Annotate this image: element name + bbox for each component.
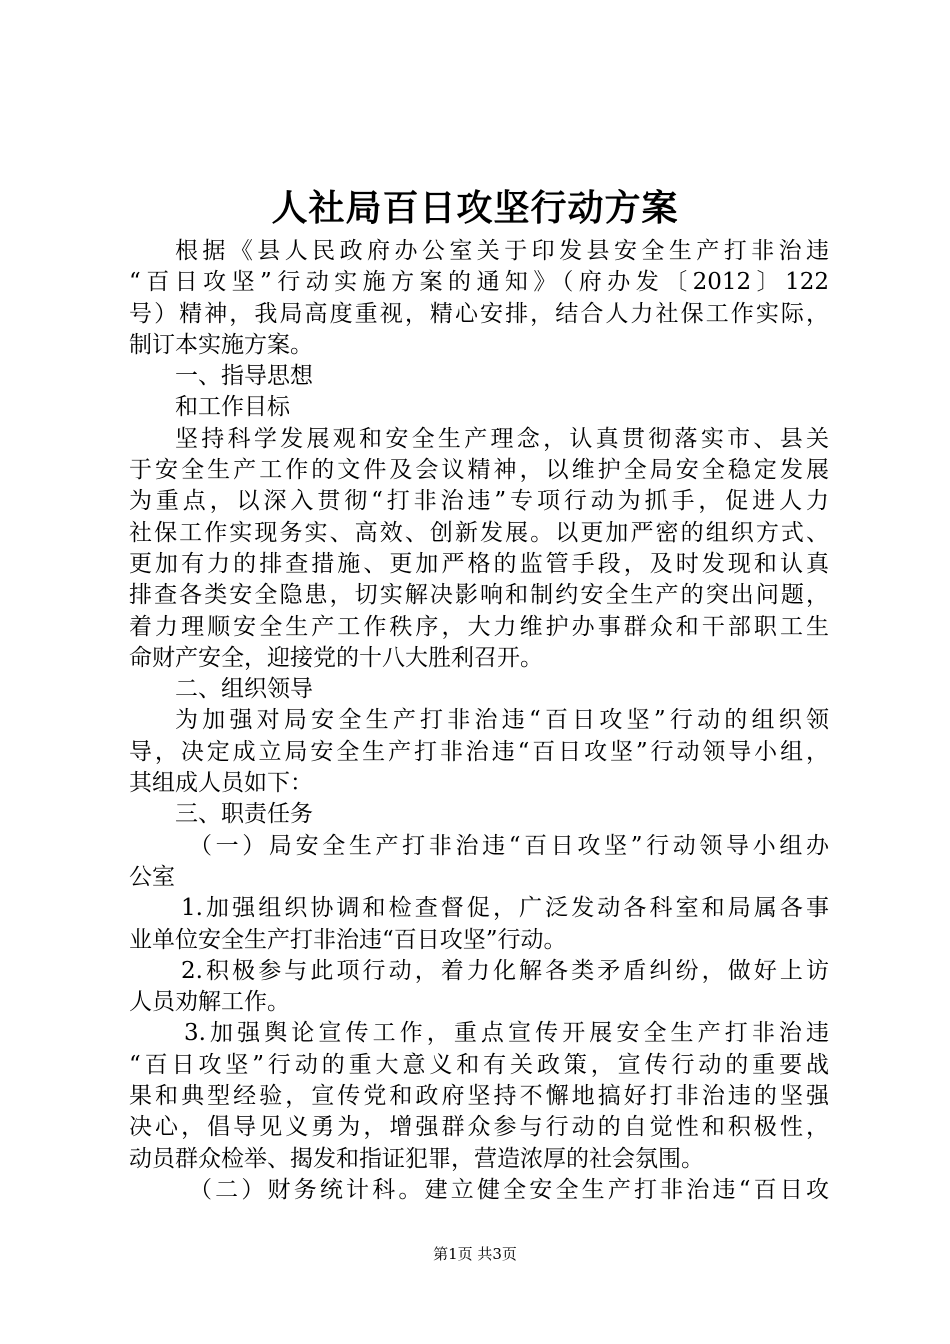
text-line: 果和典型经验，宣传党和政府坚持不懈地搞好打非治违的坚强 (129, 1083, 829, 1110)
page-footer: 第1页 共3页 (433, 1245, 517, 1263)
text-line: 于安全生产工作的文件及会议精神，以维护全局安全稳定发展 (129, 457, 829, 484)
text-line: （二）财务统计科。建立健全安全生产打非治违“百日攻 (189, 1176, 829, 1203)
text-line: 为加强对局安全生产打非治违“百日攻坚”行动的组织领 (175, 707, 829, 734)
text-line: 业单位安全生产打非治违“百日攻坚”行动。 (129, 926, 567, 953)
text-line: 着力理顺安全生产工作秩序，大力维护办事群众和干部职工生 (129, 613, 829, 640)
text-line: 命财产安全，迎接党的十八大胜利召开。 (129, 644, 543, 671)
text-line: 决心，倡导见义勇为，增强群众参与行动的自觉性和积极性， (129, 1114, 829, 1141)
section-heading: 和工作目标 (175, 394, 290, 421)
section-heading: 一、指导思想 (175, 363, 313, 390)
text-line: 公室 (129, 863, 175, 890)
section-heading: 三、职责任务 (175, 801, 313, 828)
text-line: “百日攻坚”行动实施方案的通知》（府办发〔2012〕122 (129, 269, 829, 296)
text-line: 人员劝解工作。 (129, 989, 290, 1016)
text-line: 导，决定成立局安全生产打非治违“百日攻坚”行动领导小组， (129, 738, 829, 765)
document-body (129, 236, 829, 1206)
text-line: 其组成人员如下： (129, 770, 313, 797)
document-title: 人社局百日攻坚行动方案 (271, 187, 679, 229)
text-line: 为重点，以深入贯彻“打非治违”专项行动为抓手，促进人力 (129, 488, 829, 515)
text-line: 坚持科学发展观和安全生产理念，认真贯彻落实市、县关 (175, 425, 829, 452)
text-line: 号）精神，我局高度重视，精心安排，结合人力社保工作实际， (129, 300, 829, 327)
text-line: 1.加强组织协调和检查督促，广泛发动各科室和局属各事 (181, 895, 829, 922)
text-line: 排查各类安全隐患，切实解决影响和制约安全生产的突出问题， (129, 582, 829, 609)
text-line: 制订本实施方案。 (129, 331, 313, 358)
text-line: （一）局安全生产打非治违“百日攻坚”行动领导小组办 (189, 832, 829, 859)
text-line: 2.积极参与此项行动，着力化解各类矛盾纠纷，做好上访 (181, 957, 829, 984)
text-line: 根据《县人民政府办公室关于印发县安全生产打非治违 (175, 238, 829, 264)
text-line: 社保工作实现务实、高效、创新发展。以更加严密的组织方式、 (129, 519, 829, 546)
text-line: “百日攻坚”行动的重大意义和有关政策，宣传行动的重要战 (129, 1051, 829, 1078)
text-line: 更加有力的排查措施、更加严格的监管手段，及时发现和认真 (129, 550, 829, 577)
text-line: 动员群众检举、揭发和指证犯罪，营造浓厚的社会氛围。 (129, 1145, 704, 1172)
text-line: 3.加强舆论宣传工作，重点宣传开展安全生产打非治违 (184, 1020, 829, 1047)
section-heading: 二、组织领导 (175, 676, 313, 703)
